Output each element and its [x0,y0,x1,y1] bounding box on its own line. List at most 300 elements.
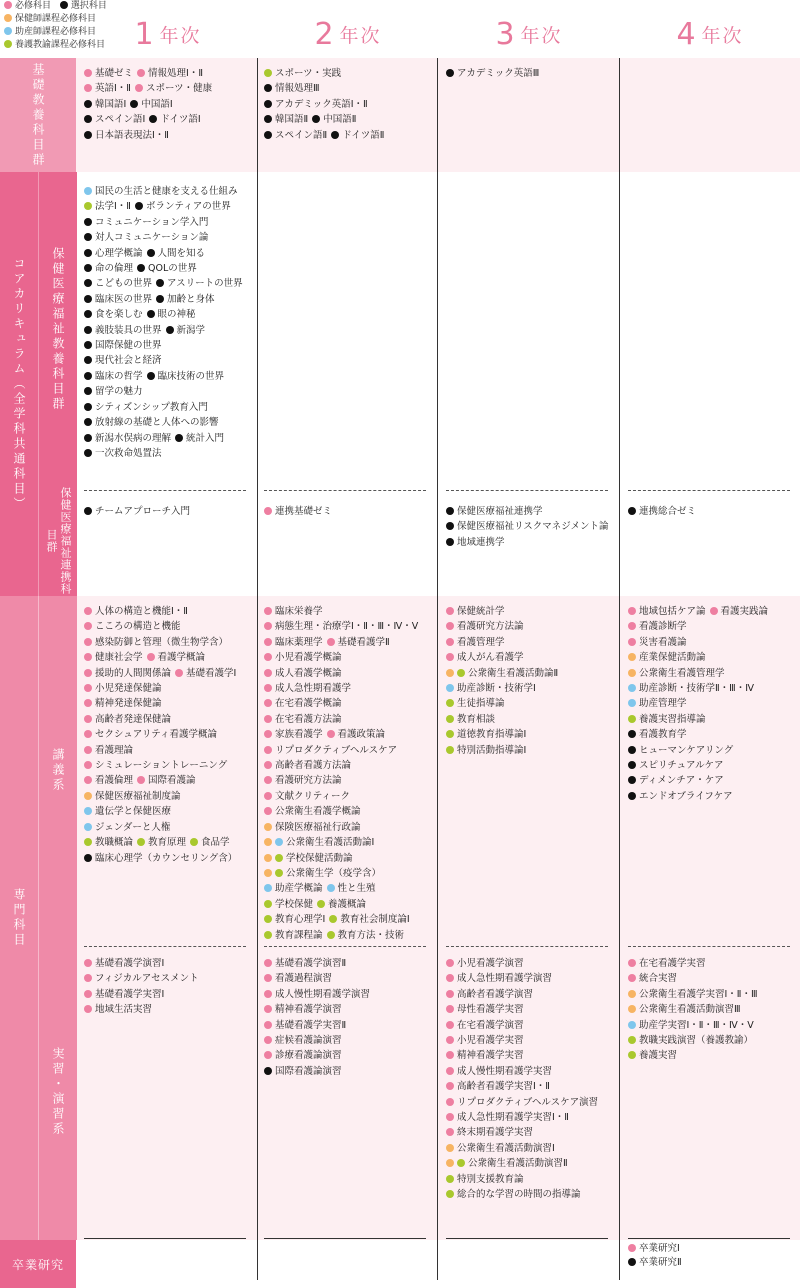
course-name: ドイツ語Ⅱ [342,129,385,141]
course-line [628,504,800,519]
course-line [84,504,256,519]
course-item [147,309,196,320]
course-name: こころの構造と機能 [95,621,181,633]
course-name: 連携総合ゼミ [639,506,697,517]
course-item [628,1035,753,1046]
course-name: 公衆衛生看護活動論Ⅰ [286,837,375,849]
course-line [446,987,618,1002]
course-line [264,956,436,971]
black-dot-icon [84,854,92,862]
year-header-4 [620,14,800,54]
course-name: 臨床栄養学 [275,606,323,617]
course-line [446,604,618,619]
green-dot-icon [275,854,283,862]
course-name: 看護学概論 [157,652,206,664]
course-name: 成人急性期看護学 [275,683,352,695]
course-line [84,81,256,96]
course-item [264,745,397,756]
course-item [84,698,162,709]
course-name: 教育方法・技術 [337,929,405,941]
pink-dot-icon [446,1051,454,1059]
course-name: 国際保健の世界 [95,340,162,352]
pink-dot-icon [264,761,272,769]
course-item [446,606,505,617]
course-item [84,837,133,848]
course-line [84,384,256,399]
pink-dot-icon [84,990,92,998]
pink-dot-icon [84,776,92,784]
course-item [137,263,197,274]
pink-dot-icon [628,959,636,967]
course-item [84,99,126,110]
course-item [147,652,206,663]
pink-dot-icon [446,1098,454,1106]
course-name: 保健統計学 [457,606,505,617]
course-item [84,263,133,274]
pink-dot-icon [84,669,92,677]
course-name: 公衆衛生看護活動演習Ⅱ [468,1158,568,1170]
course-line [628,1002,800,1017]
course-line [628,789,800,804]
label-basic: 基礎教養科目群 [0,58,76,172]
course-line [628,971,800,986]
course-item [628,714,706,725]
course-item [147,371,225,382]
course-name: 臨床技術の世界 [157,370,225,382]
black-dot-icon [60,1,68,9]
course-name: 公衆衛生学（疫学含） [286,867,382,879]
pink-dot-icon [84,69,92,77]
course-line [628,743,800,758]
course-line [628,1033,800,1048]
year-suffix: 年次 [701,24,744,47]
course-line [84,261,256,276]
course-line [264,1033,436,1048]
course-name: 成人急性期看護学実習Ⅰ・Ⅱ [457,1112,569,1124]
course-name: 成人看護学概論 [275,667,342,679]
course-name: アカデミック英語Ⅰ・Ⅱ [275,98,368,110]
course-item [264,606,323,617]
course-item [327,729,386,740]
course-item [264,506,332,517]
pink-dot-icon [446,638,454,646]
course-line [84,369,256,384]
course-line [446,1110,618,1125]
course-item [190,837,230,848]
course-name: アカデミック英語Ⅲ [457,68,540,79]
label-lecture: 講義系 [38,596,77,944]
course-line [264,504,436,519]
pink-dot-icon [628,622,636,630]
course-line [446,519,618,534]
solid-divider [84,1238,246,1239]
pink-dot-icon [446,990,454,998]
black-dot-icon [84,372,92,380]
course-name: 新潟水俣病の理解 [95,432,172,444]
course-name: 卒業研究Ⅰ [639,1243,680,1254]
black-dot-icon [264,115,272,123]
course-item [628,683,754,694]
black-dot-icon [84,100,92,108]
black-dot-icon [130,100,138,108]
course-line [628,681,800,696]
course-line [446,535,618,550]
dashed-divider [264,490,426,491]
blue-dot-icon [275,838,283,846]
dashed-divider [628,946,790,947]
course-item [137,68,203,79]
green-dot-icon [446,1175,454,1183]
course-name: 援助的人間関係論 [95,667,172,679]
course-name: 対人コミュニケーション論 [95,232,209,244]
course-line [84,199,256,214]
course-name: 義肢装具の世界 [95,324,162,336]
course-line [264,1018,436,1033]
course-item [156,294,215,305]
pink-dot-icon [84,1005,92,1013]
course-item [84,68,133,79]
course-name: 公衆衛生看護学概論 [275,806,361,818]
pink-dot-icon [84,715,92,723]
pink-dot-icon [446,974,454,982]
course-name: 法学Ⅰ・Ⅱ [95,201,131,213]
course-item [327,930,405,941]
course-item [446,1035,524,1046]
green-dot-icon [84,202,92,210]
course-name: 現代社会と経済 [95,355,162,367]
green-dot-icon [4,40,12,48]
course-name: 教職実践演習（養護教諭） [639,1035,754,1047]
pink-dot-icon [84,84,92,92]
dashed-divider [84,946,246,947]
black-dot-icon [84,326,92,334]
course-name: 在宅看護方法論 [275,713,342,725]
core2-cell-year-4 [628,504,800,519]
course-name: 中国語Ⅰ [141,98,173,110]
course-item [84,186,238,197]
course-name: 成人急性期看護学演習 [457,973,553,985]
pink-dot-icon [628,974,636,982]
course-name: 高齢者発達保健論 [95,713,172,725]
pink-dot-icon [84,699,92,707]
course-name: 教育課程論 [275,929,323,941]
course-item [446,1158,568,1169]
course-item [84,506,190,517]
year-suffix: 年次 [520,24,563,47]
pink-dot-icon [137,69,145,77]
course-item [264,930,323,941]
graduation-cell-year-4 [628,1242,800,1270]
black-dot-icon [331,131,339,139]
dashed-divider [446,490,608,491]
course-name: 高齢者看護学実習Ⅰ・Ⅱ [457,1081,550,1093]
course-name: 看護教育学 [639,729,687,741]
label-graduation: 卒業研究 [0,1240,76,1288]
pink-dot-icon [264,653,272,661]
course-line [264,604,436,619]
course-item [84,745,133,756]
course-line [628,773,800,788]
course-item [264,1004,342,1015]
course-line [84,292,256,307]
course-item [137,837,186,848]
blue-dot-icon [84,187,92,195]
course-name: エンドオブライフケア [639,790,733,802]
pink-dot-icon [84,684,92,692]
course-item [264,1050,342,1061]
course-item [329,914,409,925]
course-item [84,433,171,444]
course-item [84,340,162,351]
course-item [264,853,353,864]
course-line [446,743,618,758]
course-name: 基礎看護学演習Ⅱ [275,958,347,969]
pink-dot-icon [84,730,92,738]
course-item [446,637,505,648]
course-item [264,83,320,94]
blue-dot-icon [628,684,636,692]
course-name: 公衆衛生看護活動演習Ⅲ [639,1004,741,1016]
course-line [84,851,256,866]
course-item [84,355,162,366]
black-dot-icon [84,264,92,272]
orange-dot-icon [446,669,454,677]
course-item [147,248,206,259]
course-item [84,822,170,833]
legend-row-required [4,0,144,13]
course-name: 養護実習指導論 [639,713,706,725]
course-line [264,696,436,711]
course-line [446,1079,618,1094]
green-dot-icon [446,730,454,738]
course-line [84,987,256,1002]
pink-dot-icon [84,638,92,646]
core2-cell-year-1 [84,504,256,519]
course-item [446,973,552,984]
course-item [84,989,164,1000]
course-name: 情報処理Ⅲ [275,83,320,95]
course-item [264,958,346,969]
pink-dot-icon [264,974,272,982]
course-name: 養護概論 [328,898,367,910]
black-dot-icon [628,776,636,784]
course-line [446,956,618,971]
orange-dot-icon [628,1005,636,1013]
course-line [84,338,256,353]
course-name: 新潟学 [176,324,206,336]
course-name: 韓国語Ⅰ [95,98,127,110]
course-item [446,1097,598,1108]
orange-dot-icon [628,990,636,998]
course-name: 精神発達保健論 [95,698,162,710]
green-dot-icon [137,838,145,846]
black-dot-icon [628,1258,636,1266]
green-dot-icon [457,1159,465,1167]
black-dot-icon [84,131,92,139]
label-specialty: 専門科目 [0,596,38,1240]
green-dot-icon [264,900,272,908]
course-line [446,1156,618,1171]
course-line [264,635,436,650]
course-item [628,621,687,632]
course-line [84,128,256,143]
course-line [628,1256,800,1270]
blue-dot-icon [327,884,335,892]
course-line [264,666,436,681]
course-item [84,294,152,305]
course-name: 日本語表現法Ⅰ・Ⅱ [95,129,169,141]
orange-dot-icon [628,669,636,677]
black-dot-icon [156,295,164,303]
course-name: 看護研究方法論 [275,775,342,787]
course-item [628,745,733,756]
course-item [264,775,342,786]
course-name: コミュニケーション学入門 [95,216,209,228]
course-line [264,128,436,143]
pink-dot-icon [446,959,454,967]
course-item [446,683,536,694]
pink-dot-icon [264,807,272,815]
course-name: 一次救命処置法 [95,447,162,459]
green-dot-icon [264,915,272,923]
course-item [264,822,361,833]
course-name: 小児看護学演習 [457,958,524,969]
course-item [264,652,342,663]
course-name: 在宅看護学演習 [457,1019,524,1031]
course-item [264,729,323,740]
course-item [628,1004,741,1015]
lecture-cell-year-2 [264,604,436,943]
course-item [84,973,199,984]
year-number: 2 [314,16,334,52]
course-name: 教育原理 [148,837,187,849]
course-name: 中国語Ⅱ [323,114,357,126]
course-line [84,666,256,681]
course-line [84,112,256,127]
course-name: 看護実践論 [720,606,769,617]
course-item [628,668,725,679]
course-name: 臨床心理学（カウンセリング含） [95,852,238,864]
course-item [130,99,172,110]
pink-dot-icon [264,1036,272,1044]
course-line [446,712,618,727]
course-name: 高齢者看護方法論 [275,760,352,772]
course-name: 公衆衛生看護学実習Ⅰ・Ⅱ・Ⅲ [639,988,758,1000]
course-name: 看護理論 [95,744,134,756]
column-divider [619,58,620,1280]
course-name: 臨床薬理学 [275,636,323,648]
course-name: 特別支援教育論 [457,1173,524,1185]
green-dot-icon [329,915,337,923]
black-dot-icon [628,746,636,754]
course-item [84,791,181,802]
course-line [264,835,436,850]
course-line [628,1018,800,1033]
course-name: 総合的な学習の時間の指導論 [457,1189,581,1201]
course-line [264,789,436,804]
black-dot-icon [264,131,272,139]
orange-dot-icon [264,869,272,877]
year-header-2 [258,14,438,54]
pink-dot-icon [264,715,272,723]
course-name: 特別活動指導論Ⅰ [457,744,527,756]
course-item [84,325,162,336]
pink-dot-icon [84,761,92,769]
course-item [327,637,390,648]
black-dot-icon [84,218,92,226]
black-dot-icon [84,279,92,287]
course-item [264,883,323,894]
course-name: 産業保健活動論 [639,652,706,664]
pink-dot-icon [628,1244,636,1252]
pink-dot-icon [137,776,145,784]
course-name: 統合実習 [639,973,678,985]
course-item [156,278,243,289]
course-line [264,727,436,742]
black-dot-icon [84,356,92,364]
orange-dot-icon [446,1144,454,1152]
course-name: 教育相談 [457,713,496,725]
practice-cell-year-2 [264,956,436,1079]
course-item [84,417,219,428]
course-name: 留学の魅力 [95,386,143,398]
column-divider [437,58,438,1280]
course-line [446,681,618,696]
course-name: 遺伝学と保健医療 [95,806,172,818]
pink-dot-icon [135,84,143,92]
pink-dot-icon [446,1067,454,1075]
course-name: スペイン語Ⅱ [275,129,328,141]
course-item [628,606,706,617]
course-item [446,1112,569,1123]
course-name: 健康社会学 [95,652,143,664]
course-name: 道徳教育指導論Ⅰ [457,729,527,741]
course-line [264,650,436,665]
green-dot-icon [264,69,272,77]
course-name: リプロダクティブヘルスケア演習 [457,1096,599,1108]
course-line [84,835,256,850]
course-item [446,714,495,725]
course-line [628,696,800,711]
course-item [84,278,152,289]
course-name: 基礎看護学Ⅱ [337,636,390,648]
pink-dot-icon [84,607,92,615]
black-dot-icon [135,202,143,210]
course-name: 公衆衛生看護活動論Ⅱ [468,667,559,679]
course-name: セクシュアリティ看護学概論 [95,729,217,741]
green-dot-icon [628,1051,636,1059]
course-name: ボランティアの世界 [145,201,231,213]
black-dot-icon [264,84,272,92]
pink-dot-icon [84,746,92,754]
course-line [84,696,256,711]
course-item [628,1257,682,1268]
course-line [84,246,256,261]
course-line [84,804,256,819]
course-item [264,989,370,1000]
course-line [446,635,618,650]
course-line [84,604,256,619]
course-item [84,683,162,694]
course-item [446,1004,524,1015]
pink-dot-icon [264,776,272,784]
blue-dot-icon [84,807,92,815]
course-item [446,621,524,632]
course-item [264,668,342,679]
course-item [84,309,143,320]
course-item [84,652,143,663]
course-line [628,635,800,650]
